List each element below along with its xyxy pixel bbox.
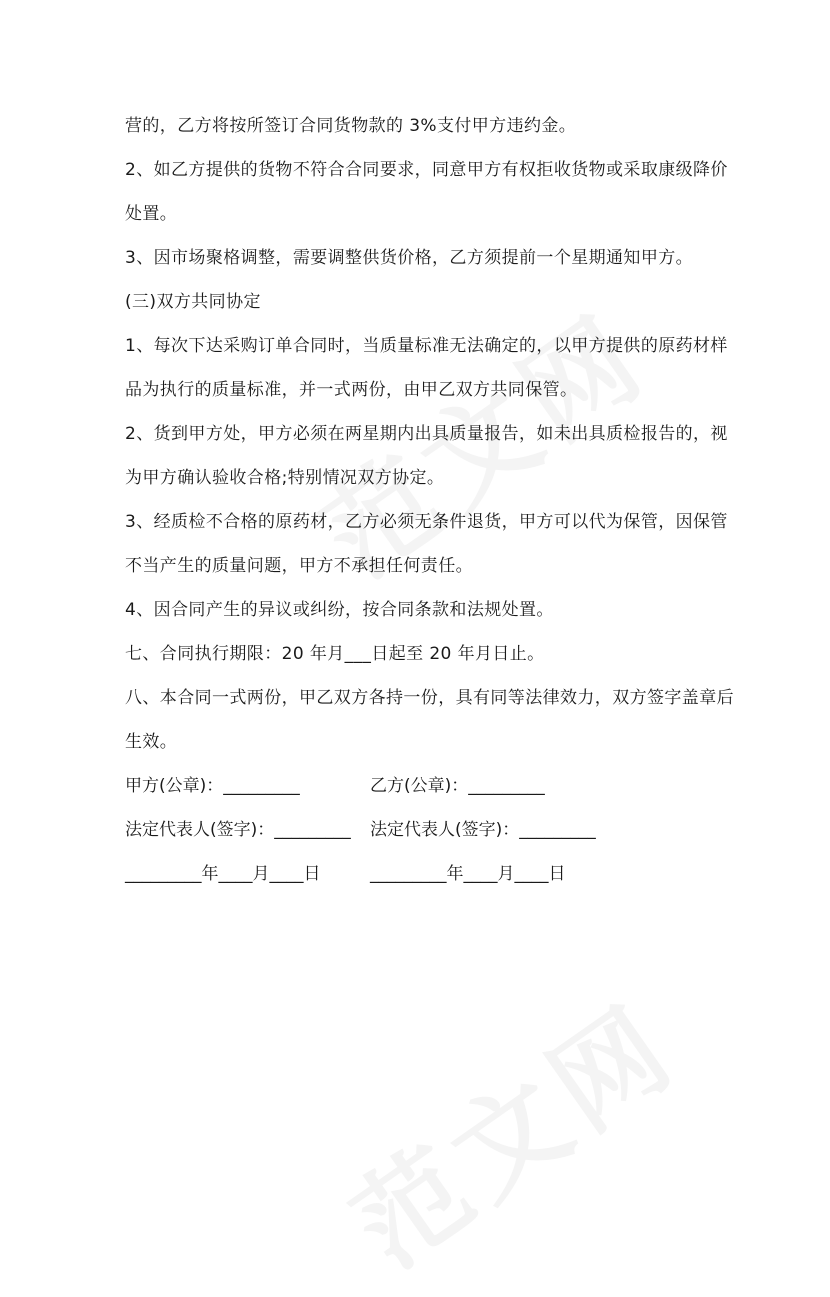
paragraph-line: 为甲方确认验收合格;特别情况双方协定。 — [125, 468, 445, 488]
contract-term-line: 七、合同执行期限：20 年月___日起至 20 年月日止。 — [125, 644, 545, 664]
contract-body — [125, 104, 734, 896]
party-b-representative: 法定代表人(签字)：_________ — [370, 820, 596, 840]
paragraph-line: 营的，乙方将按所签订合同货物款的 3%支付甲方违约金。 — [125, 116, 577, 136]
paragraph-line: 1、每次下达采购订单合同时，当质量标准无法确定的，以甲方提供的原药材样 — [125, 336, 728, 356]
paragraph-line: 2、货到甲方处，甲方必须在两星期内出具质量报告，如未出具质检报告的，视 — [125, 424, 728, 444]
party-a-representative: 法定代表人(签字)：_________ — [125, 820, 351, 840]
party-a-date: _________年____月____日 — [125, 864, 321, 884]
paragraph-line: 4、因合同产生的异议或纠纷，按合同条款和法规处置。 — [125, 600, 554, 620]
party-b-date: _________年____月____日 — [370, 864, 566, 884]
paragraph-line: 生效。 — [125, 732, 178, 752]
party-b-seal: 乙方(公章)：_________ — [370, 776, 545, 796]
seal-row — [125, 764, 725, 808]
paragraph-line: 2、如乙方提供的货物不符合合同要求，同意甲方有权拒收货物或采取康级降价 — [125, 160, 728, 180]
paragraph-line: 不当产生的质量问题，甲方不承担任何责任。 — [125, 556, 473, 576]
representative-row — [125, 808, 725, 852]
paragraph-line: 3、因市场聚格调整，需要调整供货价格，乙方须提前一个星期通知甲方。 — [125, 248, 694, 268]
paragraph-line: 八、本合同一式两份，甲乙双方各持一份，具有同等法律效力，双方签字盖章后 — [125, 688, 734, 708]
party-a-seal: 甲方(公章)：_________ — [125, 776, 300, 796]
paragraph-line: 品为执行的质量标准，并一式两份，由甲乙双方共同保管。 — [125, 380, 578, 400]
paragraph-line: 处置。 — [125, 204, 178, 224]
date-row — [125, 852, 725, 896]
section-heading: (三)双方共同协定 — [125, 292, 261, 312]
paragraph-line: 3、经质检不合格的原药材，乙方必须无条件退货，甲方可以代为保管，因保管 — [125, 512, 728, 532]
watermark — [317, 961, 703, 1297]
